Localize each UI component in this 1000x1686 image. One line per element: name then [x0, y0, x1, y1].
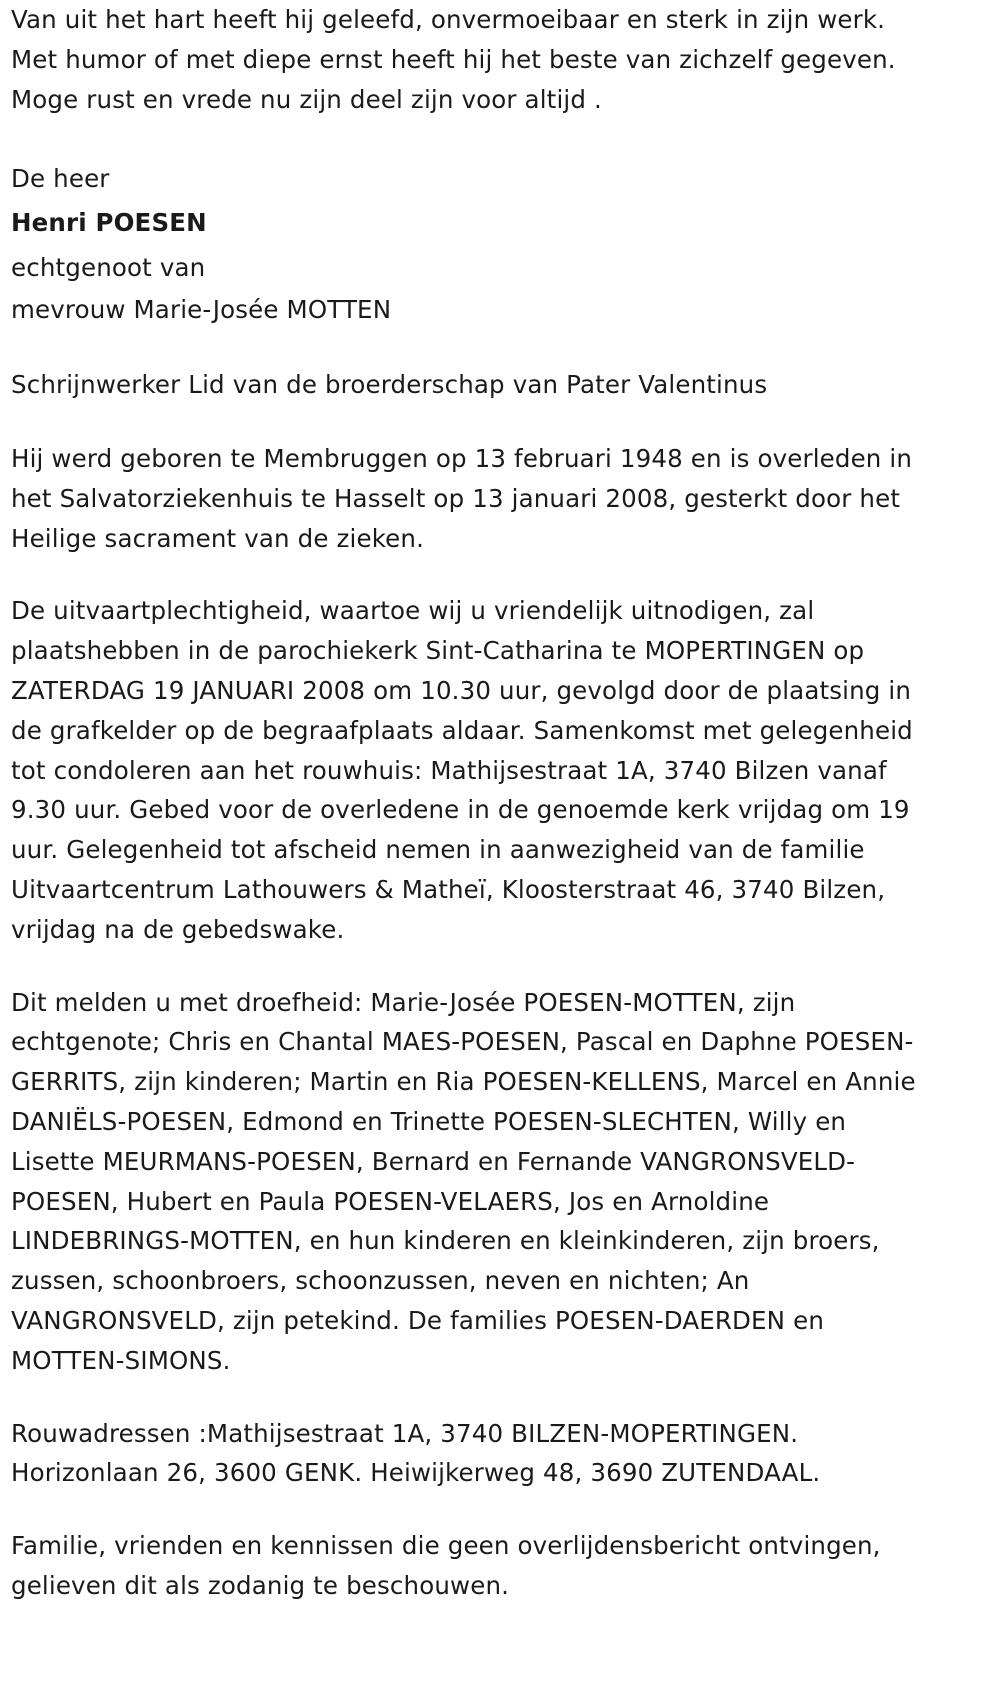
family-line: Lisette MEURMANS-POESEN, Bernard en Fernande VANGRONSVELD- [11, 1146, 856, 1176]
family-line: DANIËLS-POESEN, Edmond en Trinette POESEN-SLECHTEN, Willy en [11, 1106, 847, 1136]
birth-death-line: Heilige sacrament van de zieken. [11, 523, 425, 553]
address-line: Rouwadressen :Mathijsestraat 1A, 3740 BILZEN-MOPERTINGEN. [11, 1418, 799, 1448]
family-line: GERRITS, zijn kinderen; Martin en Ria POESEN-KELLENS, Marcel en Annie [11, 1067, 916, 1097]
spouse-name: mevrouw Marie-Josée MOTTEN [11, 295, 392, 325]
family-line: echtgenote; Chris en Chantal MAES-POESEN, Pascal en Daphne POESEN- [11, 1027, 914, 1057]
occupation: Schrijnwerker Lid van de broerderschap van Pater Valentinus [11, 370, 768, 400]
address-line: Horizonlaan 26, 3600 GENK. Heiwijkerweg 48, 3690 ZUTENDAAL. [11, 1458, 821, 1488]
ceremony-line: uur. Gelegenheid tot afscheid nemen in aanwezigheid van de familie [11, 835, 865, 865]
ceremony-line: De uitvaartplechtigheid, waartoe wij u vriendelijk uitnodigen, zal [11, 596, 815, 626]
family-line: POESEN, Hubert en Paula POESEN-VELAERS, Jos en Arnoldine [11, 1186, 770, 1216]
family-line: LINDEBRINGS-MOTTEN, en hun kinderen en kleinkinderen, zijn broers, [11, 1226, 880, 1256]
ceremony-line: vrijdag na de gebedswake. [11, 914, 345, 944]
birth-death-line: Hij werd geboren te Membruggen op 13 februari 1948 en is overleden in [11, 443, 913, 473]
deceased-name: Henri POESEN [11, 208, 207, 238]
intro-line: Van uit het hart heeft hij geleefd, onvermoeibaar en sterk in zijn werk. [11, 5, 886, 34]
birth-death-paragraph [11, 439, 986, 558]
family-line: VANGRONSVELD, zijn petekind. De families POESEN-DAERDEN en [11, 1305, 825, 1335]
family-paragraph [11, 983, 986, 1381]
closing-paragraph [11, 1526, 986, 1606]
obituary-text [11, 0, 986, 1606]
honorific: De heer [11, 164, 110, 194]
intro-line: Met humor of met diepe ernst heeft hij het beste van zichzelf gegeven. [11, 44, 896, 74]
deceased-block [11, 159, 986, 331]
intro-paragraph [11, 0, 986, 119]
ceremony-line: 9.30 uur. Gebed voor de overledene in de genoemde kerk vrijdag om 19 [11, 795, 910, 825]
closing-line: gelieven dit als zodanig te beschouwen. [11, 1570, 510, 1600]
closing-line: Familie, vrienden en kennissen die geen overlijdensbericht ontvingen, [11, 1531, 881, 1561]
birth-death-line: het Salvatorziekenhuis te Hasselt op 13 januari 2008, gesterkt door het [11, 483, 901, 513]
intro-line: Moge rust en vrede nu zijn deel zijn voor altijd . [11, 84, 602, 114]
relation-label: echtgenoot van [11, 253, 206, 283]
family-line: MOTTEN-SIMONS. [11, 1345, 231, 1375]
ceremony-line: Uitvaartcentrum Lathouwers & Matheï, Kloosterstraat 46, 3740 Bilzen, [11, 874, 886, 904]
ceremony-paragraph [11, 591, 986, 949]
ceremony-line: de grafkelder op de begraafplaats aldaar. Samenkomst met gelegenheid [11, 715, 913, 745]
ceremony-line: tot condoleren aan het rouwhuis: Mathijsestraat 1A, 3740 Bilzen vanaf [11, 755, 887, 785]
addresses-paragraph [11, 1414, 986, 1494]
ceremony-line: ZATERDAG 19 JANUARI 2008 om 10.30 uur, gevolgd door de plaatsing in [11, 675, 912, 705]
family-line: zussen, schoonbroers, schoonzussen, neven en nichten; An [11, 1266, 750, 1296]
ceremony-line: plaatshebben in de parochiekerk Sint-Catharina te MOPERTINGEN op [11, 636, 865, 666]
family-line: Dit melden u met droefheid: Marie-Josée POESEN-MOTTEN, zijn [11, 987, 796, 1017]
